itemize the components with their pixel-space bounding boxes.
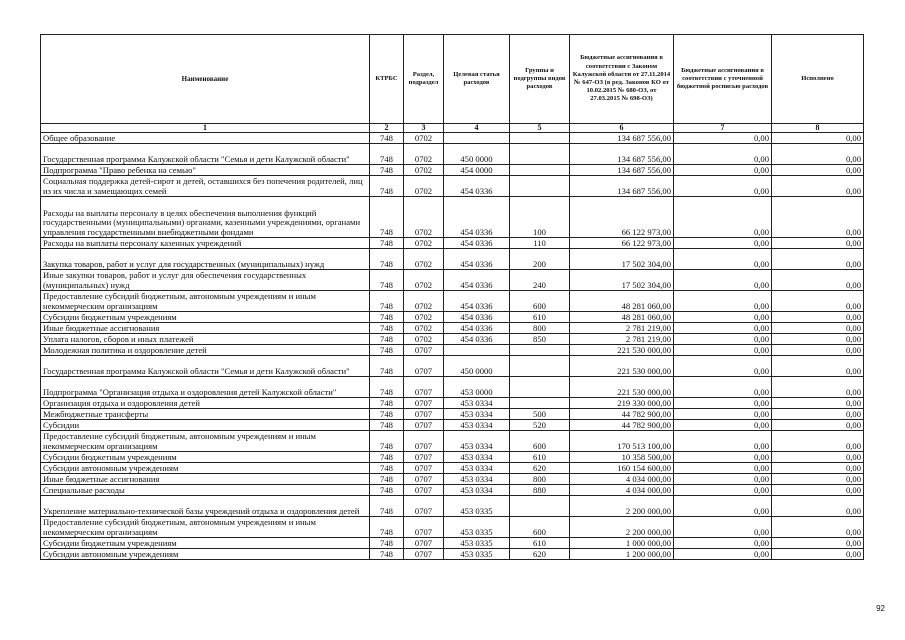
row-refined: 0,00 <box>674 431 772 452</box>
row-target: 454 0336 <box>444 323 510 334</box>
row-refined: 0,00 <box>674 334 772 345</box>
row-target: 453 0335 <box>444 538 510 549</box>
row-name: Иные закупки товаров, работ и услуг для обеспечения государственных (муниципальных) нужд <box>41 270 370 291</box>
row-section: 0702 <box>404 312 444 323</box>
row-refined: 0,00 <box>674 474 772 485</box>
row-target: 453 0334 <box>444 463 510 474</box>
row-name: Государственная программа Калужской области "Семья и дети Калужской области" <box>41 144 370 165</box>
row-ktrbs: 748 <box>370 144 404 165</box>
row-approved: 170 513 100,00 <box>570 431 674 452</box>
row-group: 520 <box>510 420 570 431</box>
row-group <box>510 133 570 144</box>
row-executed: 0,00 <box>772 517 864 538</box>
row-approved: 2 200 000,00 <box>570 496 674 517</box>
header-groups: Группы и подгруппы видов расходов <box>510 35 570 124</box>
row-approved: 48 281 060,00 <box>570 312 674 323</box>
table-row <box>41 409 864 420</box>
row-target: 454 0336 <box>444 334 510 345</box>
header-target: Целевая статья расходов <box>444 35 510 124</box>
table-row <box>41 474 864 485</box>
row-section: 0707 <box>404 538 444 549</box>
column-number: 6 <box>570 124 674 133</box>
row-group: 610 <box>510 538 570 549</box>
row-section: 0702 <box>404 133 444 144</box>
row-group: 100 <box>510 197 570 238</box>
row-refined: 0,00 <box>674 238 772 249</box>
row-ktrbs: 748 <box>370 474 404 485</box>
table-row <box>41 133 864 144</box>
table-row <box>41 334 864 345</box>
row-name: Иные бюджетные ассигнования <box>41 474 370 485</box>
row-approved: 2 200 000,00 <box>570 517 674 538</box>
row-executed: 0,00 <box>772 291 864 312</box>
row-ktrbs: 748 <box>370 345 404 356</box>
row-ktrbs: 748 <box>370 323 404 334</box>
row-ktrbs: 748 <box>370 133 404 144</box>
row-group <box>510 398 570 409</box>
row-approved: 134 687 556,00 <box>570 176 674 197</box>
row-refined: 0,00 <box>674 420 772 431</box>
row-target <box>444 133 510 144</box>
row-ktrbs: 748 <box>370 176 404 197</box>
row-executed: 0,00 <box>772 197 864 238</box>
row-executed: 0,00 <box>772 356 864 377</box>
row-ktrbs: 748 <box>370 356 404 377</box>
row-approved: 221 530 000,00 <box>570 356 674 377</box>
row-name: Специальные расходы <box>41 485 370 496</box>
table-row <box>41 270 864 291</box>
row-ktrbs: 748 <box>370 249 404 270</box>
row-group <box>510 176 570 197</box>
row-group: 200 <box>510 249 570 270</box>
row-section: 0702 <box>404 165 444 176</box>
row-target: 453 0334 <box>444 409 510 420</box>
row-approved: 160 154 600,00 <box>570 463 674 474</box>
row-refined: 0,00 <box>674 197 772 238</box>
row-approved: 134 687 556,00 <box>570 165 674 176</box>
row-executed: 0,00 <box>772 176 864 197</box>
row-group <box>510 144 570 165</box>
row-name: Общее образование <box>41 133 370 144</box>
row-group <box>510 165 570 176</box>
row-target: 453 0334 <box>444 420 510 431</box>
row-group: 850 <box>510 334 570 345</box>
table-row <box>41 249 864 270</box>
row-section: 0702 <box>404 323 444 334</box>
table-row <box>41 496 864 517</box>
row-target: 450 0000 <box>444 356 510 377</box>
header-executed: Исполнено <box>772 35 864 124</box>
row-target: 454 0336 <box>444 270 510 291</box>
row-name: Уплата налогов, сборов и иных платежей <box>41 334 370 345</box>
row-section: 0707 <box>404 549 444 560</box>
row-refined: 0,00 <box>674 463 772 474</box>
row-approved: 48 281 060,00 <box>570 291 674 312</box>
row-approved: 2 781 219,00 <box>570 334 674 345</box>
row-refined: 0,00 <box>674 133 772 144</box>
table-row <box>41 420 864 431</box>
row-approved: 66 122 973,00 <box>570 238 674 249</box>
row-section: 0702 <box>404 291 444 312</box>
table-row <box>41 538 864 549</box>
column-number-row <box>41 124 864 133</box>
table-row <box>41 144 864 165</box>
row-group <box>510 345 570 356</box>
row-refined: 0,00 <box>674 517 772 538</box>
row-name: Подпрограмма "Организация отдыха и оздоровления детей Калужской области" <box>41 377 370 398</box>
header-approved: Бюджетные ассигнования в соответствии с Законом Калужской области от 27.11.2014 № 647-ОЗ (в ред. Законов КО от 10.02.2015 № 680-ОЗ, от 27.03.2015 № 698-ОЗ) <box>570 35 674 124</box>
row-group: 880 <box>510 485 570 496</box>
row-approved: 221 530 000,00 <box>570 377 674 398</box>
row-refined: 0,00 <box>674 165 772 176</box>
row-group: 610 <box>510 312 570 323</box>
row-group <box>510 496 570 517</box>
row-approved: 221 530 000,00 <box>570 345 674 356</box>
row-name: Подпрограмма "Право ребенка на семью" <box>41 165 370 176</box>
row-executed: 0,00 <box>772 312 864 323</box>
row-approved: 4 034 000,00 <box>570 474 674 485</box>
row-section: 0702 <box>404 144 444 165</box>
row-group: 500 <box>510 409 570 420</box>
row-approved: 2 781 219,00 <box>570 323 674 334</box>
row-group: 800 <box>510 323 570 334</box>
row-target: 453 0334 <box>444 398 510 409</box>
row-target: 453 0334 <box>444 474 510 485</box>
table-row <box>41 377 864 398</box>
row-section: 0707 <box>404 420 444 431</box>
row-approved: 134 687 556,00 <box>570 144 674 165</box>
budget-table <box>40 34 864 560</box>
row-executed: 0,00 <box>772 549 864 560</box>
row-name: Субсидии бюджетным учреждениям <box>41 312 370 323</box>
table-row <box>41 452 864 463</box>
row-section: 0702 <box>404 176 444 197</box>
row-section: 0707 <box>404 452 444 463</box>
row-name: Предоставление субсидий бюджетным, автономным учреждениям и иным некоммерческим организациям <box>41 291 370 312</box>
row-approved: 66 122 973,00 <box>570 197 674 238</box>
table-row <box>41 485 864 496</box>
row-target <box>444 345 510 356</box>
row-section: 0707 <box>404 398 444 409</box>
row-group: 610 <box>510 452 570 463</box>
row-refined: 0,00 <box>674 176 772 197</box>
row-refined: 0,00 <box>674 144 772 165</box>
row-refined: 0,00 <box>674 312 772 323</box>
row-target: 454 0336 <box>444 176 510 197</box>
row-approved: 219 330 000,00 <box>570 398 674 409</box>
row-group: 800 <box>510 474 570 485</box>
table-row <box>41 345 864 356</box>
row-executed: 0,00 <box>772 133 864 144</box>
row-name: Расходы на выплаты персоналу казенных учреждений <box>41 238 370 249</box>
header-row <box>41 35 864 124</box>
row-ktrbs: 748 <box>370 334 404 345</box>
table-body <box>41 133 864 560</box>
row-executed: 0,00 <box>772 334 864 345</box>
table-row <box>41 356 864 377</box>
row-ktrbs: 748 <box>370 538 404 549</box>
row-section: 0702 <box>404 334 444 345</box>
row-target: 453 0334 <box>444 485 510 496</box>
row-executed: 0,00 <box>772 538 864 549</box>
row-ktrbs: 748 <box>370 485 404 496</box>
row-section: 0702 <box>404 238 444 249</box>
row-refined: 0,00 <box>674 496 772 517</box>
row-refined: 0,00 <box>674 377 772 398</box>
row-refined: 0,00 <box>674 538 772 549</box>
row-executed: 0,00 <box>772 452 864 463</box>
row-section: 0707 <box>404 485 444 496</box>
row-name: Укрепление материально-технической базы учреждений отдыха и оздоровления детей <box>41 496 370 517</box>
row-section: 0707 <box>404 345 444 356</box>
row-approved: 1 000 000,00 <box>570 538 674 549</box>
row-name: Молодежная политика и оздоровление детей <box>41 345 370 356</box>
row-name: Субсидии бюджетным учреждениям <box>41 452 370 463</box>
row-name: Субсидии автономным учреждениям <box>41 463 370 474</box>
column-number: 1 <box>41 124 370 133</box>
row-executed: 0,00 <box>772 409 864 420</box>
row-target: 454 0336 <box>444 197 510 238</box>
column-number: 7 <box>674 124 772 133</box>
row-approved: 4 034 000,00 <box>570 485 674 496</box>
row-name: Организация отдыха и оздоровления детей <box>41 398 370 409</box>
header-ktrbs: КТРБС <box>370 35 404 124</box>
row-ktrbs: 748 <box>370 165 404 176</box>
row-executed: 0,00 <box>772 474 864 485</box>
row-executed: 0,00 <box>772 420 864 431</box>
row-section: 0707 <box>404 377 444 398</box>
row-refined: 0,00 <box>674 485 772 496</box>
table-row <box>41 323 864 334</box>
row-approved: 1 200 000,00 <box>570 549 674 560</box>
row-group: 600 <box>510 291 570 312</box>
row-approved: 44 782 900,00 <box>570 409 674 420</box>
header-refined: Бюджетные ассигнования в соответствии с уточненной бюджетной росписью расходов <box>674 35 772 124</box>
row-section: 0707 <box>404 409 444 420</box>
table-row <box>41 312 864 323</box>
row-ktrbs: 748 <box>370 431 404 452</box>
row-executed: 0,00 <box>772 323 864 334</box>
row-approved: 10 358 500,00 <box>570 452 674 463</box>
row-refined: 0,00 <box>674 323 772 334</box>
column-number: 4 <box>444 124 510 133</box>
row-target: 454 0336 <box>444 238 510 249</box>
row-ktrbs: 748 <box>370 496 404 517</box>
row-refined: 0,00 <box>674 249 772 270</box>
row-target: 453 0335 <box>444 496 510 517</box>
row-name: Расходы на выплаты персоналу в целях обеспечения выполнения функций государственными (муниципальными) органами, казенными учреждениями, органами управления государственными внебюджетными фондами <box>41 197 370 238</box>
row-name: Субсидии автономным учреждениям <box>41 549 370 560</box>
row-section: 0702 <box>404 270 444 291</box>
column-number: 8 <box>772 124 864 133</box>
row-group: 110 <box>510 238 570 249</box>
row-executed: 0,00 <box>772 496 864 517</box>
row-ktrbs: 748 <box>370 197 404 238</box>
row-ktrbs: 748 <box>370 452 404 463</box>
row-ktrbs: 748 <box>370 312 404 323</box>
row-refined: 0,00 <box>674 345 772 356</box>
row-approved: 17 502 304,00 <box>570 270 674 291</box>
table-row <box>41 165 864 176</box>
row-approved: 134 687 556,00 <box>570 133 674 144</box>
row-ktrbs: 748 <box>370 463 404 474</box>
row-name: Социальная поддержка детей-сирот и детей, оставшихся без попечения родителей, лиц из их числа и замещающих семей <box>41 176 370 197</box>
row-target: 453 0000 <box>444 377 510 398</box>
row-section: 0707 <box>404 517 444 538</box>
row-target: 454 0336 <box>444 312 510 323</box>
row-refined: 0,00 <box>674 356 772 377</box>
table-row <box>41 549 864 560</box>
row-group: 240 <box>510 270 570 291</box>
row-ktrbs: 748 <box>370 377 404 398</box>
row-executed: 0,00 <box>772 238 864 249</box>
column-number: 5 <box>510 124 570 133</box>
row-target: 453 0334 <box>444 431 510 452</box>
row-group <box>510 356 570 377</box>
row-group: 620 <box>510 463 570 474</box>
row-target: 454 0000 <box>444 165 510 176</box>
row-name: Предоставление субсидий бюджетным, автономным учреждениям и иным некоммерческим организациям <box>41 431 370 452</box>
row-ktrbs: 748 <box>370 398 404 409</box>
row-target: 454 0336 <box>444 249 510 270</box>
row-refined: 0,00 <box>674 409 772 420</box>
row-section: 0707 <box>404 474 444 485</box>
row-section: 0707 <box>404 431 444 452</box>
row-name: Закупка товаров, работ и услуг для государственных (муниципальных) нужд <box>41 249 370 270</box>
row-name: Межбюджетные трансферты <box>41 409 370 420</box>
row-refined: 0,00 <box>674 452 772 463</box>
row-refined: 0,00 <box>674 291 772 312</box>
row-name: Субсидии бюджетным учреждениям <box>41 538 370 549</box>
row-executed: 0,00 <box>772 398 864 409</box>
row-approved: 17 502 304,00 <box>570 249 674 270</box>
row-name: Иные бюджетные ассигнования <box>41 323 370 334</box>
table-row <box>41 291 864 312</box>
page-number: 92 <box>876 604 885 613</box>
header-name: Наименование <box>41 35 370 124</box>
row-executed: 0,00 <box>772 431 864 452</box>
row-approved: 44 782 900,00 <box>570 420 674 431</box>
row-ktrbs: 748 <box>370 291 404 312</box>
row-target: 453 0334 <box>444 452 510 463</box>
row-ktrbs: 748 <box>370 409 404 420</box>
row-executed: 0,00 <box>772 485 864 496</box>
header-section: Раздел, подраздел <box>404 35 444 124</box>
row-target: 453 0335 <box>444 549 510 560</box>
row-ktrbs: 748 <box>370 549 404 560</box>
row-refined: 0,00 <box>674 549 772 560</box>
row-name: Государственная программа Калужской области "Семья и дети Калужской области" <box>41 356 370 377</box>
row-executed: 0,00 <box>772 144 864 165</box>
row-group: 600 <box>510 517 570 538</box>
row-executed: 0,00 <box>772 463 864 474</box>
row-executed: 0,00 <box>772 377 864 398</box>
row-section: 0707 <box>404 463 444 474</box>
row-executed: 0,00 <box>772 165 864 176</box>
row-name: Предоставление субсидий бюджетным, автономным учреждениям и иным некоммерческим организациям <box>41 517 370 538</box>
row-ktrbs: 748 <box>370 517 404 538</box>
row-section: 0702 <box>404 249 444 270</box>
row-group: 620 <box>510 549 570 560</box>
row-group: 600 <box>510 431 570 452</box>
row-ktrbs: 748 <box>370 238 404 249</box>
row-refined: 0,00 <box>674 270 772 291</box>
row-target: 454 0336 <box>444 291 510 312</box>
row-section: 0707 <box>404 496 444 517</box>
table-row <box>41 176 864 197</box>
table-row <box>41 463 864 474</box>
row-ktrbs: 748 <box>370 420 404 431</box>
row-executed: 0,00 <box>772 249 864 270</box>
table-row <box>41 431 864 452</box>
row-section: 0702 <box>404 197 444 238</box>
row-executed: 0,00 <box>772 270 864 291</box>
row-ktrbs: 748 <box>370 270 404 291</box>
row-name: Субсидии <box>41 420 370 431</box>
row-refined: 0,00 <box>674 398 772 409</box>
column-number: 2 <box>370 124 404 133</box>
table-row <box>41 517 864 538</box>
row-target: 450 0000 <box>444 144 510 165</box>
table-row <box>41 197 864 238</box>
column-number: 3 <box>404 124 444 133</box>
table-row <box>41 398 864 409</box>
row-section: 0707 <box>404 356 444 377</box>
table-row <box>41 238 864 249</box>
row-target: 453 0335 <box>444 517 510 538</box>
row-group <box>510 377 570 398</box>
row-executed: 0,00 <box>772 345 864 356</box>
